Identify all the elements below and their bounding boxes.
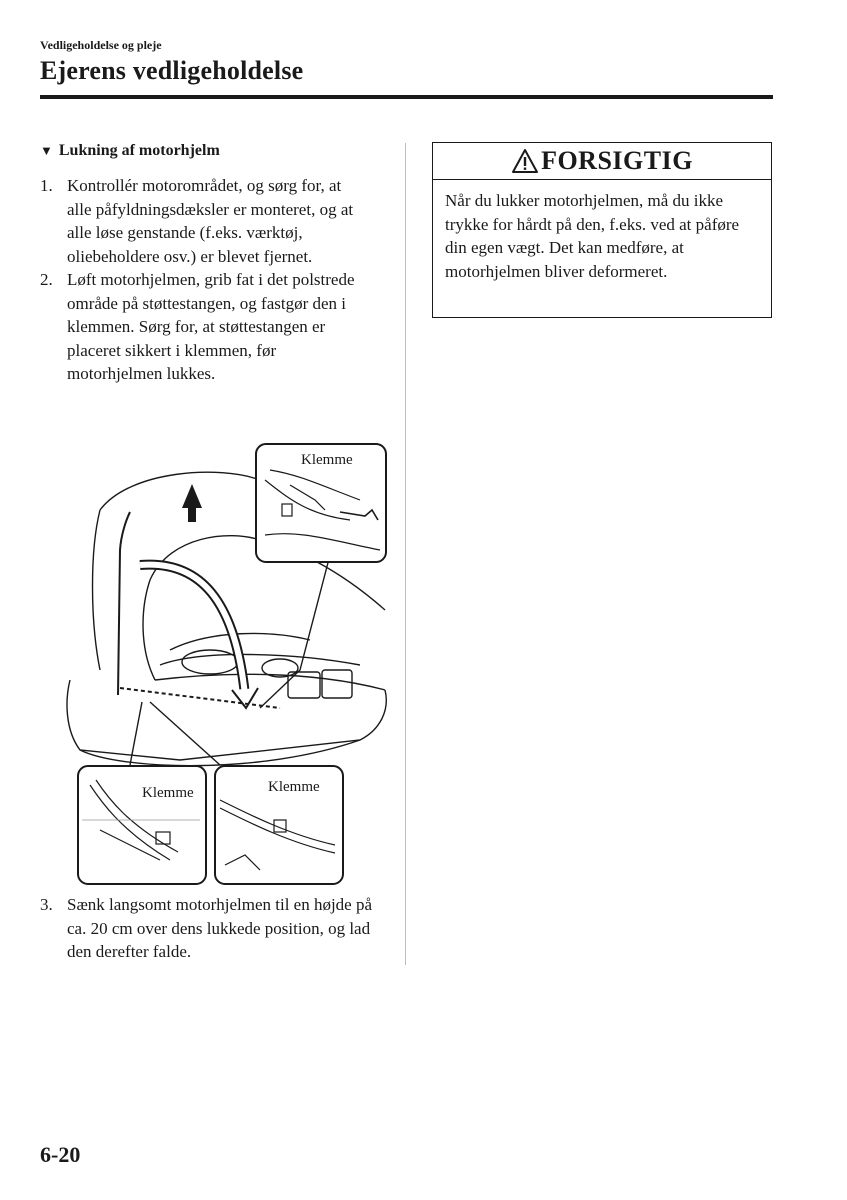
step-number: 3. (40, 895, 53, 914)
caution-title: FORSIGTIG (541, 146, 693, 175)
triangle-bullet-icon: ▼ (40, 143, 53, 158)
warning-triangle-icon (511, 148, 539, 174)
step-number: 1. (40, 176, 53, 195)
procedure-column (40, 142, 370, 386)
inset-bottom-left (78, 766, 206, 884)
page-number: 6-20 (40, 1142, 81, 1167)
step-3-block (40, 893, 380, 964)
step-item (40, 174, 370, 268)
header-rule (40, 95, 773, 99)
page-title: Ejerens vedligeholdelse (40, 56, 304, 85)
steps-list-continued (40, 893, 380, 964)
step-text: Sænk langsomt motorhjelmen til en højde på ca. 20 cm over dens lukkede position, og lad den derefter falde. (67, 895, 373, 961)
clip-label: Klemme (301, 452, 353, 468)
step-item (40, 268, 370, 386)
caution-box (432, 142, 772, 318)
steps-list (40, 174, 370, 386)
inset-top (256, 444, 386, 562)
clip-label: Klemme (268, 779, 320, 795)
column-divider (405, 143, 406, 965)
clip-label: Klemme (142, 785, 194, 801)
section-label: Vedligeholdelse og pleje (40, 38, 162, 52)
hood-illustration (60, 440, 400, 888)
up-arrow-icon (182, 484, 202, 522)
caution-header (433, 143, 771, 180)
procedure-heading-text: Lukning af motorhjelm (58, 142, 220, 159)
step-text: Løft motorhjelmen, grib fat i det polstrede område på støttestangen, og fastgør den i klemmen. Sørg for, at støttestangen er placeret sikkert i klemmen, før motorhjelmen lukkes. (67, 270, 355, 383)
step-item (40, 893, 380, 964)
caution-text: Når du lukker motorhjelmen, må du ikke trykke for hårdt på den, f.eks. ved at påføre din egen vægt. Det kan medføre, at motorhjelmen bliver deformeret. (445, 191, 740, 281)
step-text: Kontrollér motorområdet, og sørg for, at alle påfyldningsdæksler er monteret, og at alle løse genstande (f.eks. værktøj, oliebeholdere osv.) er blevet fjernet. (67, 176, 354, 266)
step-number: 2. (40, 270, 53, 289)
inset-bottom-right (215, 766, 343, 884)
procedure-heading (40, 142, 370, 160)
